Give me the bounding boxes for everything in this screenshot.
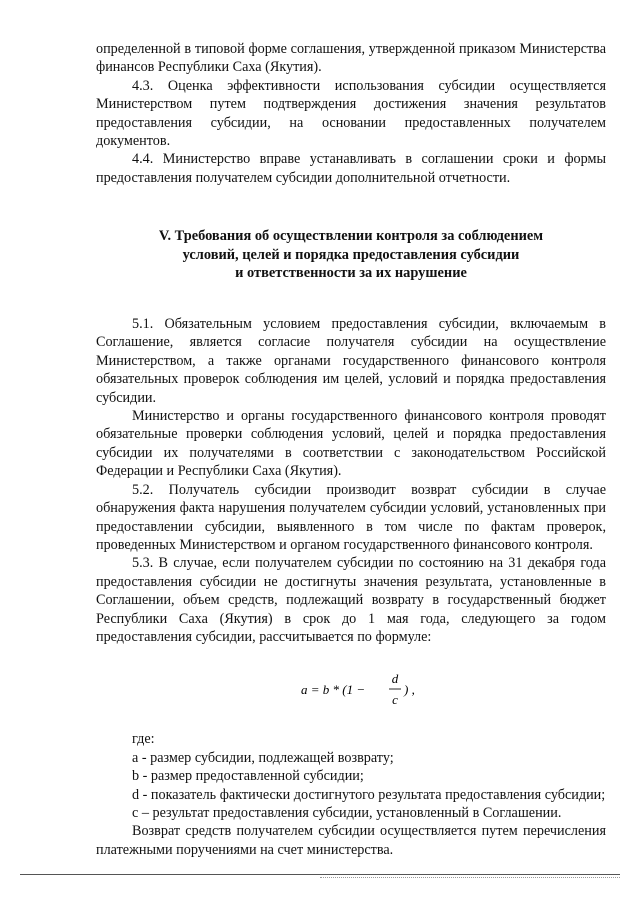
paragraph-refund-method: Возврат средств получателем субсидии осуществляется путем перечисления платежными поручениями на счет министерства. — [96, 823, 606, 858]
section-heading-line-2: условий, целей и порядка предоставления субсидии — [182, 246, 520, 263]
formula-svg — [301, 664, 461, 714]
paragraph-5-3: 5.3. В случае, если получателем субсидии по состоянию на 31 декабря года предоставления субсидии не достигнуты значения результата, установленные в Соглашении, объем средств, подлежащий возврату в государственный бюджет Республики Саха (Якутия) в срок до 1 мая года, следующего за годом предоставления субсидии, рассчитывается по формуле: — [96, 555, 606, 645]
section-heading-line-3: и ответственности за их нарушение — [235, 265, 467, 282]
section-heading-line-1: V. Требования об осуществлении контроля за соблюдением — [158, 228, 544, 245]
definition-a: a - размер субсидии, подлежащей возврату; — [132, 749, 394, 766]
definition-c: c – результат предоставления субсидии, установленный в Соглашении. — [132, 804, 562, 821]
definition-b: b - размер предоставленной субсидии; — [132, 768, 364, 785]
formula-numerator: d — [391, 671, 399, 687]
definition-d: d - показатель фактически достигнутого результата предоставления субсидии; — [132, 786, 606, 803]
refund-formula — [96, 664, 606, 718]
document-body — [96, 40, 606, 859]
formula-lhs: a = b * (1 − — [301, 682, 366, 698]
paragraph-5-1: 5.1. Обязательным условием предоставления субсидии, включаемым в Соглашение, является согласие получателя субсидии на осуществление Министерством, а также органами государственного финансового контроля обязательных проверок соблюдения им целей, условий и порядка предоставления субсидии. — [96, 316, 606, 406]
paragraph-4-4: 4.4. Министерство вправе устанавливать в соглашении сроки и формы предоставления получателем субсидии дополнительной отчетности. — [96, 151, 606, 186]
footer-divider — [20, 874, 620, 875]
paragraph-control-checks: Министерство и органы государственного финансового контроля проводят обязательные проверки соблюдения условий, целей и порядка предоставления субсидии их получателями в соответствии с законодательством Российской Федерации и Республики Саха (Якутия). — [96, 408, 606, 480]
formula-rhs: ) , — [404, 682, 415, 698]
paragraph-4-3: 4.3. Оценка эффективности использования субсидии осуществляется Министерством путем подтверждения достижения значения результатов предоставления субсидии, на основании предоставленных получателем документов. — [96, 77, 606, 150]
formula-denominator: c — [392, 692, 398, 708]
paragraph-5-2: 5.2. Получатель субсидии производит возврат субсидии в случае обнаружения факта нарушения получателем субсидии условий, установленных при предоставлении субсидии, выявленного в том числе по фактам проверок, проведенных Министерством и органом государственного финансового контроля. — [96, 481, 606, 553]
footer-divider-dotted — [320, 877, 620, 878]
section-heading — [96, 227, 606, 283]
paragraph-continuation: определенной в типовой форме соглашения, утвержденной приказом Министерства финансов Республики Саха (Якутия). — [96, 41, 606, 76]
where-label: где: — [132, 731, 155, 748]
